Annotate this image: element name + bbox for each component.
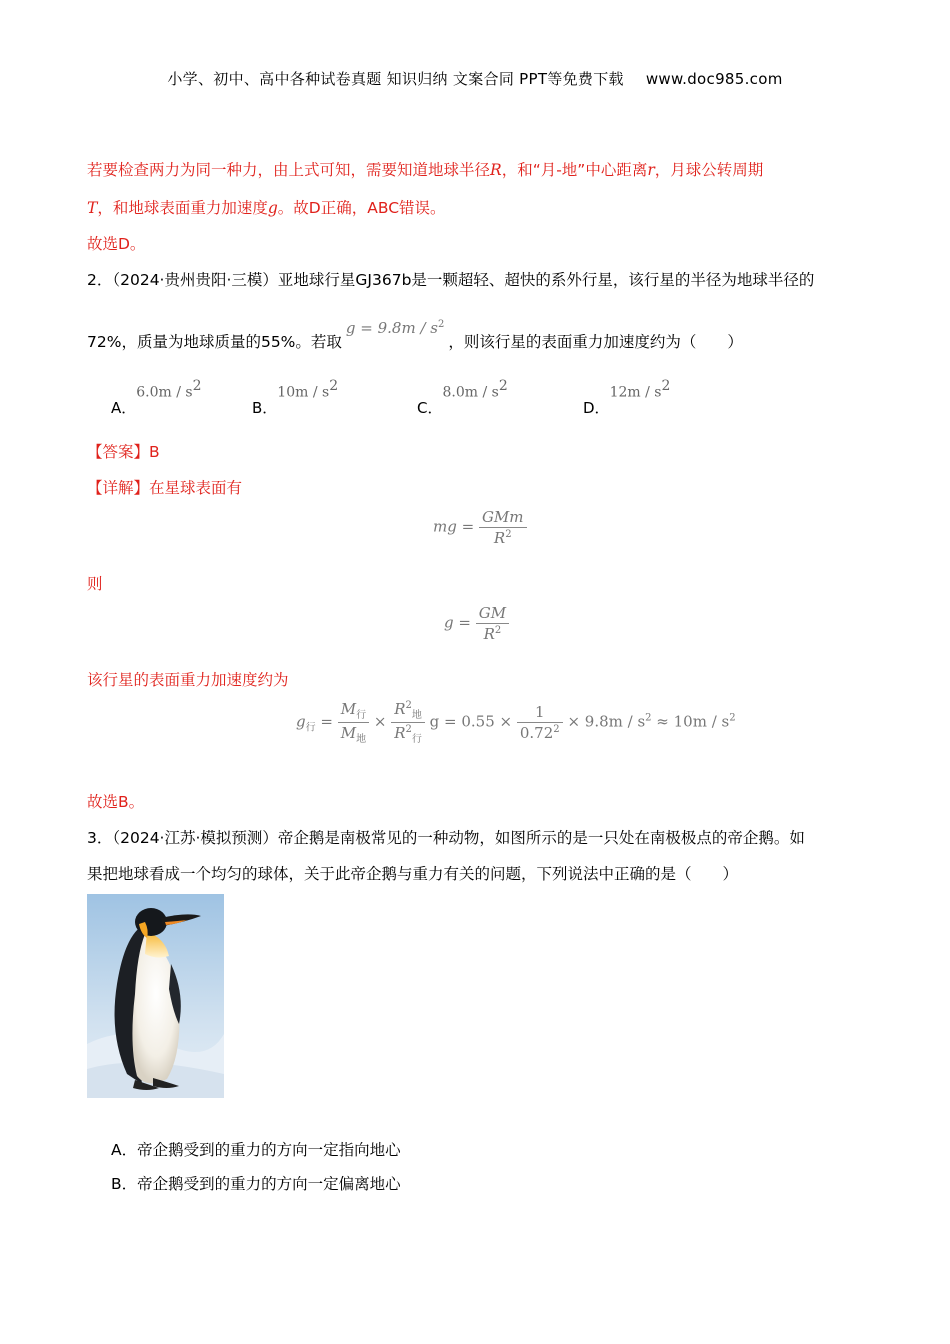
q3-stem-line2: 果把地球看成一个均匀的球体，关于此帝企鹅与重力有关的问题，下列说法中正确的是（ ） — [87, 865, 739, 883]
equation-mg: mg = $\frac{\text{GMm}}{R^2}$ — [433, 508, 527, 547]
header-text: 小学、初中、高中各种试卷真题 知识归纳 文案合同 PPT等免费下载 — [167, 70, 624, 88]
q2-answer: 【答案】B — [87, 443, 160, 461]
penguin-image — [87, 894, 224, 1098]
prev-answer-line2: T，和地球表面重力加速度g。故D正确，ABC错误。 — [87, 199, 446, 217]
header-site-link[interactable]: www.doc985.com — [645, 70, 783, 88]
q2-approx-text: 该行星的表面重力加速度约为 — [87, 671, 289, 689]
q2-stem-line2: 72%，质量为地球质量的55%。若取$g = 9.8m / s^2$，则该行星的表面重力加速度约为（ ） — [87, 319, 743, 351]
equation-g: g = $\frac{GM}{R^2}$ — [444, 604, 509, 643]
q2-given-formula: $g = 9.8m / s^2$ — [345, 319, 445, 337]
q2-option-c[interactable]: C．$8.0m / s^2$ — [417, 378, 508, 418]
q2-option-b[interactable]: B．$10m / s^2$ — [252, 378, 339, 418]
detail-label: 【详解】 — [87, 479, 150, 497]
q2-option-a[interactable]: A．$6.0m / s^2$ — [111, 378, 202, 418]
q3-stem-line1: 3．（2024·江苏·模拟预测）帝企鹅是南极常见的一种动物，如图所示的是一只处在南极极点的帝企鹅。如 — [87, 829, 805, 847]
q2-conclusion: 故选B。 — [87, 793, 145, 811]
q2-stem-line1: 2．（2024·贵州贵阳·三模）亚地球行星GJ367b是一颗超轻、超快的系外行星，该行星的半径为地球半径的 — [87, 271, 815, 289]
q2-then: 则 — [87, 575, 103, 593]
q2-option-d[interactable]: D．$12m / s^2$ — [583, 378, 671, 418]
q2-detail-intro: 【详解】在星球表面有 — [87, 479, 243, 497]
prev-answer-conclusion: 故选D。 — [87, 235, 146, 253]
equation-g-planet: $g_行$ = $\frac{M_行}{M_地}$ × $\frac{R^2_地}{R^2_行}$ g = 0.55 × $\frac{1}{0.72^2}$ × $9.8m / s^2 \approx 10m / s^2$ — [296, 700, 736, 745]
q3-option-b[interactable]: B．帝企鹅受到的重力的方向一定偏离地心 — [111, 1175, 401, 1193]
page-header — [0, 68, 950, 89]
q3-option-a[interactable]: A．帝企鹅受到的重力的方向一定指向地心 — [111, 1141, 401, 1159]
prev-answer-line1: 若要检查两力为同一种力，由上式可知，需要知道地球半径R，和“月-地”中心距离r，月球公转周期 — [87, 161, 764, 179]
